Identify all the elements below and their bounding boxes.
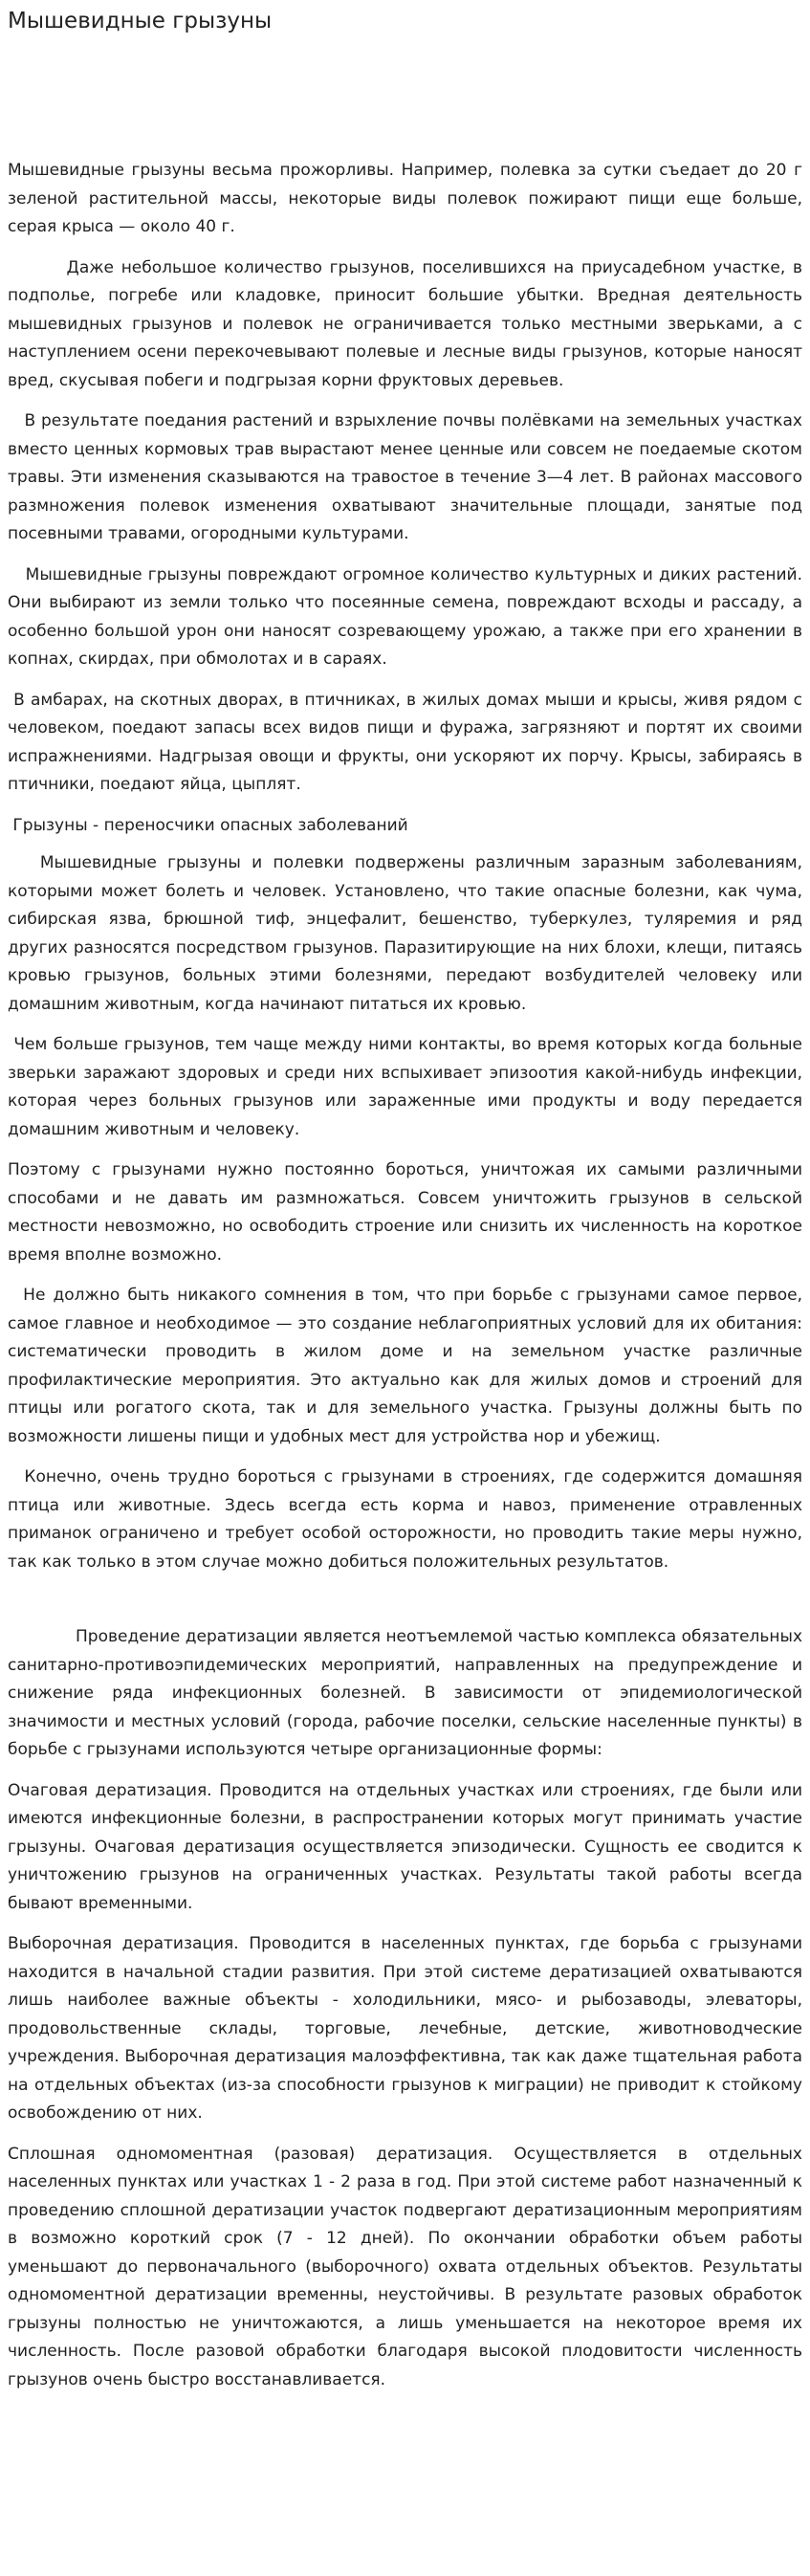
paragraph-13: Выборочная дератизация. Проводится в населенных пунктах, где борьба с грызунами находится в начальной стадии развития. При этой системе дератизацией охватываются лишь наиболее важные объекты - холодильники, мясо- и рыбозаводы, элеваторы, продовольственные склады, торговые, лечебные, детские, животноводческие учреждения. Выборочная дератизация малоэффективна, так как даже тщательная работа на отдельных объектах (из-за способности грызунов к миграции) не приводит к стойкому освобождению от них. xyxy=(8,1934,808,2123)
paragraph-3: В результате поедания растений и взрыхление почвы полёвками на земельных участках вместо ценных кормовых трав вырастают менее ценные или совсем не поедаемые скотом травы. Эти изменения сказываются на травостое в течение 3—4 лет. В районах массового размножения полевок изменения охватывают значительные площади, занятые под посевными травами, огородными культурами. xyxy=(8,411,808,543)
paragraph-10: Конечно, очень трудно бороться с грызунами в строениях, где содержится домашняя птица или животные. Здесь всегда есть корма и навоз, применение отравленных приманок ограничено и требует особой осторожности, но проводить такие меры нужно, так как только в этом случае можно добиться положительных результатов. xyxy=(8,1467,808,1572)
paragraph-1: Мышевидные грызуны весьма прожорливы. Например, полевка за сутки съедает до 20 г зеленой растительной массы, некоторые виды полевок пожирают пищи еще больше, серая крыса — около 40 г. xyxy=(8,161,808,236)
paragraph-2: Даже небольшое количество грызунов, поселившихся на приусадебном участке, в подполье, погребе или кладовке, приносит большие убытки. Вредная деятельность мышевидных грызунов и полевок не ограничивается только местными зверьками, а с наступлением осени перекочевывают полевые и лесные виды грызунов, которые наносят вред, скусывая побеги и подгрызая корни фруктовых деревьев. xyxy=(8,257,808,390)
paragraph-7: Чем больше грызунов, тем чаще между ними контакты, во время которых когда больные зверьки заражают здоровых и среди них вспыхивает эпизоотия какой-нибудь инфекции, которая через больных грызунов или зараженные ими продукты и воду передается домашним животным и человеку. xyxy=(8,1035,808,1139)
paragraph-8: Поэтому с грызунами нужно постоянно бороться, уничтожая их самыми различными способами и не давать им размножаться. Совсем уничтожить грызунов в сельской местности невозможно, но освободить строение или снизить их численность на короткое время вполне возможно. xyxy=(8,1160,808,1265)
section-gap xyxy=(8,1589,802,1623)
paragraph-11: Проведение дератизации является неотъемлемой частью комплекса обязательных санитарно-противоэпидемических мероприятий, направленных на предупреждение и снижение ряда инфекционных болезней. В зависимости от эпидемиологической значимости и местных условий (города, рабочие поселки, сельские населенные пункты) в борьбе с грызунами используются четыре организационные формы: xyxy=(8,1627,808,1759)
paragraph-4: Мышевидные грызуны повреждают огромное количество культурных и диких растений. Они выбирают из земли только что посеянные семена, повреждают всходы и рассаду, а особенно большой урон они наносят созревающему урожаю, а также при его хранении в копнах, скирдах, при обмолотах и в сараях. xyxy=(8,564,808,669)
paragraph-5: В амбарах, на скотных дворах, в птичниках, в жилых домах мыши и крысы, живя рядом с человеком, поедают запасы всех видов пищи и фуража, загрязняют и портят их своими испражнениями. Надгрызая овощи и фрукты, они ускоряют их порчу. Крысы, забираясь в птичники, поедают яйца, цыплят. xyxy=(8,690,808,794)
paragraph-6: Мышевидные грызуны и полевки подвержены различным заразным заболеваниям, которыми может болеть и человек. Установлено, что такие опасные болезни, как чума, сибирская язва, брюшной тиф, энцефалит, бешенство, туберкулез, туляремия и ряд других разносятся посредством грызунов. Паразитирующие на них блохи, клещи, питаясь кровью грызунов, больных этими болезнями, передают возбудителей человеку или домашним животным, когда начинают питаться их кровью. xyxy=(8,853,808,1014)
page-title: Мышевидные грызуны xyxy=(8,9,273,33)
paragraph-14: Сплошная одномоментная (разовая) дератизация. Осуществляется в отдельных населенных пунктах или участках 1 - 2 раза в год. При этой системе работ назначенный к проведению сплошной дератизации участок подвергают дератизационным мероприятиям в возможно короткий срок (7 - 12 дней). По окончании обработки объем работы уменьшают до первоначального (выборочного) охвата отдельных объектов. Результаты одномоментной дератизации временны, неустойчивы. В результате разовых обработок грызуны полностью не уничтожаются, а лишь уменьшается на некоторое время их численность. После разовой обработки благодаря высокой плодовитости численность грызунов очень быстро восстанавливается. xyxy=(8,2144,808,2389)
paragraph-12: Очаговая дератизация. Проводится на отдельных участках или строениях, где были или имеются инфекционные болезни, в распространении которых могут принимать участие грызуны. Очаговая дератизация осуществляется эпизодически. Сущность ее сводится к уничтожению грызунов на ограниченных участках. Результаты такой работы всегда бывают временными. xyxy=(8,1780,808,1913)
section-subheading: Грызуны - переносчики опасных заболеваний xyxy=(8,815,408,835)
paragraph-9: Не должно быть никакого сомнения в том, что при борьбе с грызунами самое первое, самое главное и необходимое — это создание неблагоприятных условий для их обитания: систематически проводить в жилом доме и на земельном участке различные профилактические мероприятия. Это актуально как для жилых домов и строений для птицы или рогатого скота, так и для земельного участка. Грызуны должны быть по возможности лишены пищи и удобных мест для устройства нор и убежищ. xyxy=(8,1286,808,1446)
article-body xyxy=(8,157,808,2394)
